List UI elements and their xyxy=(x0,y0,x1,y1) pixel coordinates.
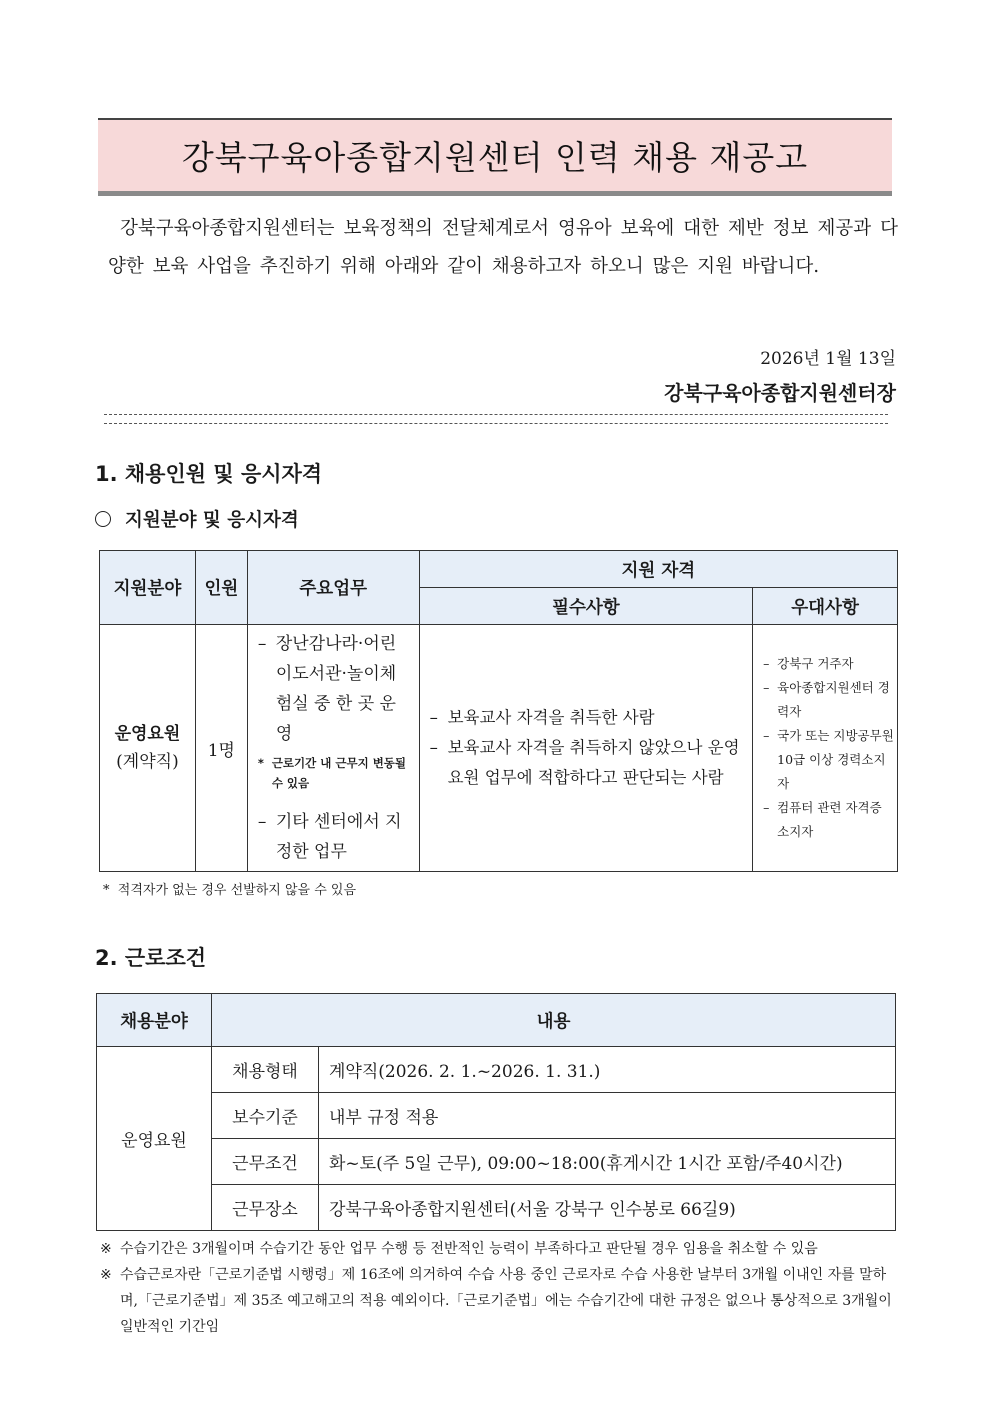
issuer: 강북구육아종합지원센터장 xyxy=(664,381,896,405)
note-item: ※ 수습근로자란「근로기준법 시행령」제 16조에 의거하여 수습 사용 중인 근로자로 수습 사용한 날부터 3개월 이내인 자를 말하며,「근로기준법」제 35조 예고해고의 적용 예외이다.「근로기준법」에는 수습기간에 대한 규정은 없으나 통상적으로 3개월이 일반적인 기간임 xyxy=(100,1267,892,1335)
row-label: 채용형태 xyxy=(212,1047,319,1093)
title-banner xyxy=(98,118,892,196)
section2-heading: 2. 근로조건 xyxy=(95,946,207,970)
row-label: 보수기준 xyxy=(212,1093,319,1139)
double-dashed-divider xyxy=(104,414,888,424)
table-row xyxy=(97,1185,896,1231)
row-value: 내부 규정 적용 xyxy=(319,1093,896,1139)
duty-item: – 장난감나라·어린이도서관·놀이체험실 중 한 곳 운영 xyxy=(257,634,397,744)
field-name: 운영요원 xyxy=(114,724,181,744)
duty-item: – 기타 센터에서 지정한 업무 xyxy=(257,812,402,862)
working-conditions-table xyxy=(96,993,896,1231)
cell-count: 1명 xyxy=(195,625,247,872)
selection-note: * 적격자가 없는 경우 선발하지 않을 수 있음 xyxy=(103,883,357,898)
row-value: 강북구육아종합지원센터(서울 강북구 인수봉로 66길9) xyxy=(319,1185,896,1231)
header-recruit-field: 채용분야 xyxy=(97,994,212,1047)
announcement-date: 2026년 1월 13일 xyxy=(760,349,896,369)
section1-subheading xyxy=(95,506,299,532)
header-count: 인원 xyxy=(195,551,247,625)
cell-recruit-field: 운영요원 xyxy=(97,1047,212,1231)
cell-duty xyxy=(247,625,419,872)
header-field: 지원분야 xyxy=(100,551,196,625)
required-item: – 보육교사 자격을 취득하지 않았으나 운영요원 업무에 적합하다고 판단되는 사람 xyxy=(429,738,740,787)
preferred-item: – 컴퓨터 관련 자격증 소지자 xyxy=(763,800,882,839)
row-value: 계약직(2026. 2. 1.~2026. 1. 31.) xyxy=(319,1047,896,1093)
duty-note: * 근로기간 내 근무지 변동될 수 있음 xyxy=(257,756,407,790)
row-value: 화~토(주 5일 근무), 09:00~18:00(휴게시간 1시간 포함/주40시간) xyxy=(319,1139,896,1185)
table-row xyxy=(97,1093,896,1139)
cell-field xyxy=(100,625,196,872)
cell-preferred xyxy=(753,625,898,872)
field-type: (계약직) xyxy=(116,752,179,772)
cell-required xyxy=(419,625,753,872)
subheading-text: 지원분야 및 응시자격 xyxy=(125,510,299,531)
qualification-table xyxy=(99,550,898,872)
table-row xyxy=(97,1047,896,1093)
header-qualification: 지원 자격 xyxy=(419,551,897,588)
header-duty: 주요업무 xyxy=(247,551,419,625)
page-title: 강북구육아종합지원센터 인력 채용 재공고 xyxy=(181,138,809,177)
probation-notes xyxy=(100,1236,900,1340)
intro-text: 강북구육아종합지원센터는 보육정책의 전달체계로서 영유아 보육에 대한 제반 정보 제공과 다양한 보육 사업을 추진하기 위해 아래와 같이 채용하고자 하오니 많은 지원 바랍니다. xyxy=(108,218,898,277)
required-item: – 보육교사 자격을 취득한 사람 xyxy=(429,708,655,727)
row-label: 근무조건 xyxy=(212,1139,319,1185)
preferred-item: – 강북구 거주자 xyxy=(763,656,854,671)
preferred-item: – 육아종합지원센터 경력자 xyxy=(763,680,890,719)
header-content: 내용 xyxy=(212,994,896,1047)
section1-heading: 1. 채용인원 및 응시자격 xyxy=(95,462,323,486)
note-item: ※ 수습기간은 3개월이며 수습기간 동안 업무 수행 등 전반적인 능력이 부족하다고 판단될 경우 임용을 취소할 수 있음 xyxy=(100,1241,818,1257)
header-required: 필수사항 xyxy=(419,588,753,625)
circle-bullet-icon xyxy=(95,511,111,527)
table-row xyxy=(97,1139,896,1185)
preferred-item: – 국가 또는 지방공무원 10급 이상 경력소지자 xyxy=(763,728,894,791)
row-label: 근무장소 xyxy=(212,1185,319,1231)
intro-paragraph xyxy=(108,210,898,286)
header-preferred: 우대사항 xyxy=(753,588,898,625)
table-row xyxy=(100,625,898,872)
